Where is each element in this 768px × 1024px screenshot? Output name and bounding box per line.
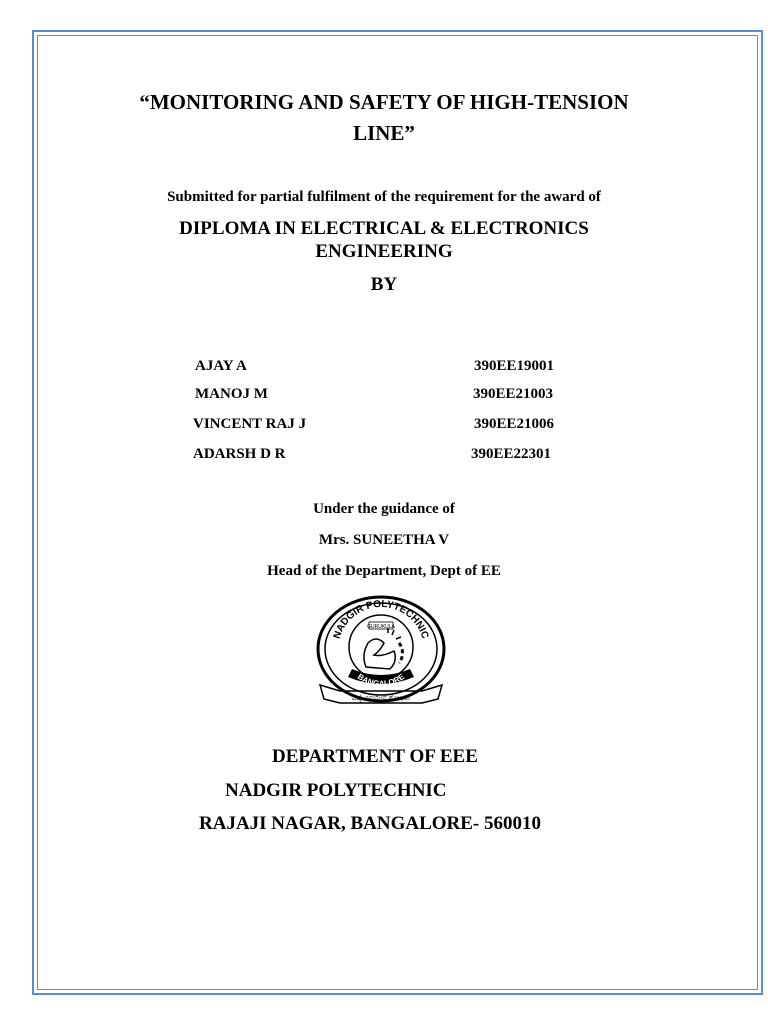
title-line-1: “MONITORING AND SAFETY OF HIGH-TENSION [139, 90, 629, 114]
by-label: BY [370, 274, 398, 295]
student-name: ADARSH D R [193, 446, 286, 462]
student-id: 390EE22301 [471, 446, 552, 462]
student-name: MANOJ M [195, 386, 268, 402]
college-address: RAJAJI NAGAR, BANGALORE- 560010 [199, 813, 542, 834]
submission-statement: Submitted for partial fulfilment of the requirement for the award of [167, 189, 601, 205]
svg-text:BANGALORE [356, 672, 407, 689]
student-name: AJAY A [195, 358, 247, 374]
department-name: DEPARTMENT OF EEE [272, 746, 478, 767]
title-line-2: LINE” [353, 121, 415, 145]
college-logo [306, 585, 456, 715]
diploma-line-1: DIPLOMA IN ELECTRICAL & ELECTRONICS [179, 218, 589, 239]
logo-bottom-text: BANGALORE [355, 672, 407, 689]
guide-designation: Head of the Department, Dept of EE [267, 563, 501, 579]
student-name: VINCENT RAJ J [193, 416, 307, 432]
student-id: 390EE21006 [474, 416, 555, 432]
college-name: NADGIR POLYTECHNIC [225, 780, 447, 801]
logo-top-text: NADGIR POLYTECHNIC [331, 598, 431, 641]
logo-inner-text: GURUKULA [367, 624, 395, 630]
guide-name: Mrs. SUNEETHA V [318, 532, 450, 548]
diploma-line-2: ENGINEERING [315, 241, 453, 262]
logo-motto: ವಿದ್ಯೆ ವಿನಯೇನ ಶೋಭತೇ [351, 694, 411, 702]
guidance-label: Under the guidance of [313, 501, 455, 517]
student-id: 390EE19001 [474, 358, 555, 374]
student-id: 390EE21003 [473, 386, 554, 402]
